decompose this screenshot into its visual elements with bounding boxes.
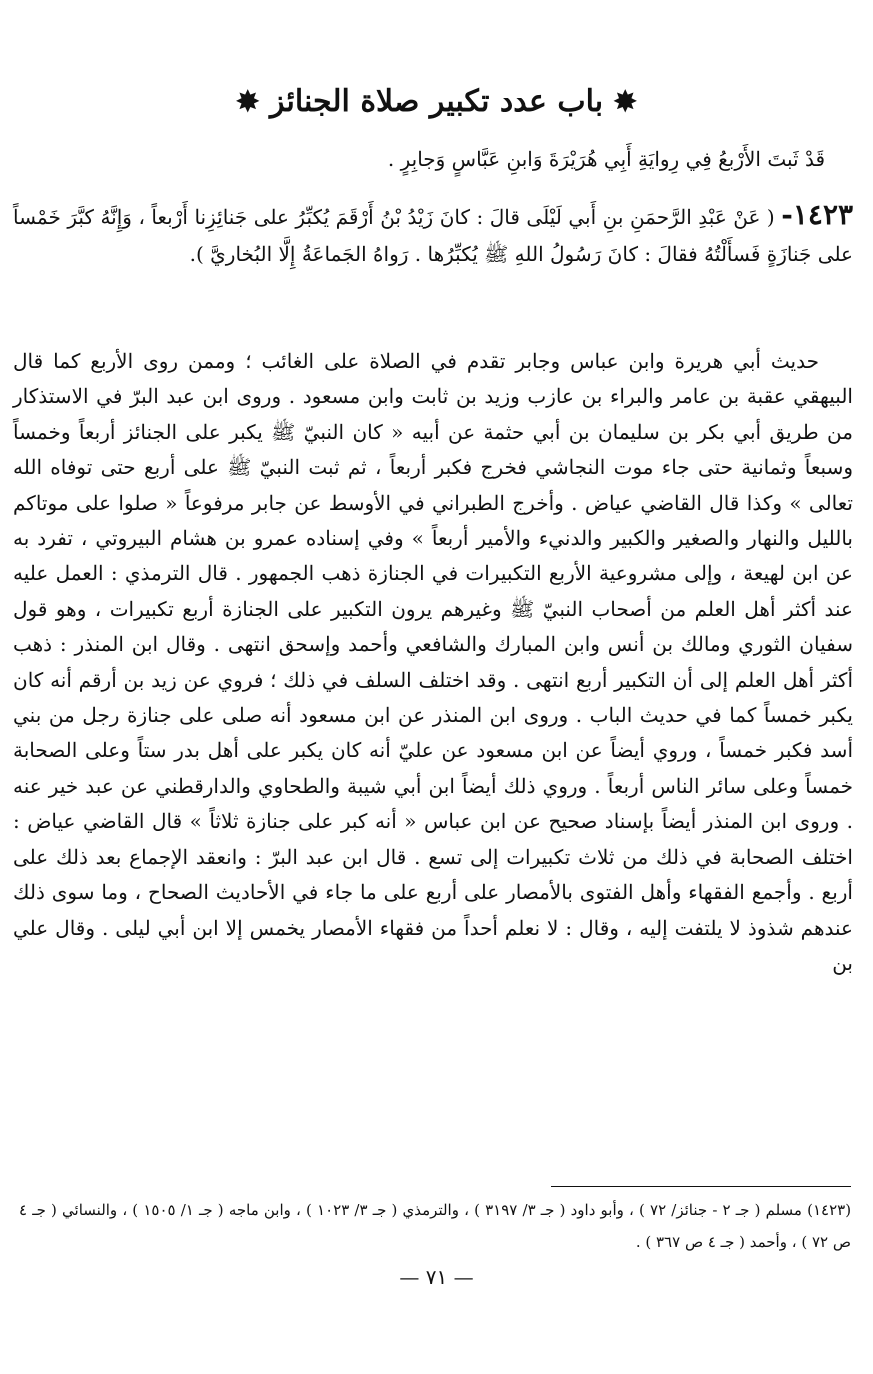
footnote-divider	[551, 1186, 851, 1187]
page-number: — ٧١ —	[399, 1265, 474, 1289]
commentary	[13, 344, 853, 981]
star-ornament-icon: ✸	[613, 85, 637, 118]
footnote-text: (١٤٢٣) مسلم ( جـ ٢ - جنائز/ ٧٢ ) ، وأبو داود ( جـ ٣/ ٣١٩٧ ) ، والترمذي ( جـ ٣/ ١٠٢٣ ) ، وابن ماجه ( جـ ١/ ١٥٠٥ ) ، والنسائي ( جـ ٤ ص ٧٢ ) ، وأحمد ( جـ ٤ ص ٣٦٧ ) .	[19, 1201, 852, 1251]
hadith-number: ١٤٢٣-	[781, 198, 854, 231]
hadith-block	[13, 196, 853, 273]
chapter-title	[0, 82, 873, 122]
hadith-text: ( عَنْ عَبْدِ الرَّحمَنِ بنِ أَبي لَيْلَى قالَ : كانَ زَيْدُ بْنُ أَرْقَمَ يُكبِّرُ على جَنائِزِنا أَرْبعاً ، وَإِنَّهُ كبَّرَ خَمْساً على جَنازَةٍ فَسأَلْتُهُ فقالَ : كانَ رَسُولُ اللهِ ﷺ يُكبِّرُها . رَواهُ الجَماعَةُ إِلَّا البُخاريَّ ).	[13, 205, 853, 266]
page-number-text: ٧١	[425, 1265, 448, 1289]
intro-line: قَدْ ثَبتَ الأَرْبعُ فِي رِوايَةِ أَبِي هُرَيْرَةَ وَابنِ عَبَّاسٍ وَجابِرٍ .	[387, 147, 825, 171]
commentary-paragraph: حديث أبي هريرة وابن عباس وجابر تقدم في الصلاة على الغائب ؛ وممن روى الأربع كما قال البيهقي عقبة بن عامر والبراء بن عازب وزيد بن ثابت وابن مسعود . وروى ابن عبد البرّ في الاستذكار من طريق أبي بكر بن سليمان بن أبي حثمة عن أبيه « كان النبيّ ﷺ يكبر على الجنائز أربعاً وخمساً وسبعاً وثمانية حتى جاء موت النجاشي فخرج فكبر أربعاً ، ثم ثبت النبيّ ﷺ على أربع حتى توفاه الله تعالى » وكذا قال القاضي عياض . وأخرج الطبراني في الأوسط عن جابر مرفوعاً « صلوا على موتاكم بالليل والنهار والصغير والكبير والدنيء والأمير أربعاً » وفي إسناده عمرو بن هشام البيروتي ، تفرد به عن ابن لهيعة ، وإلى مشروعية الأربع التكبيرات في الجنازة ذهب الجمهور . قال الترمذي : العمل عليه عند أكثر أهل العلم من أصحاب النبيّ ﷺ وغيرهم يرون التكبير على الجنازة أربع تكبيرات ، وهو قول سفيان الثوري ومالك بن أنس وابن المبارك والشافعي وأحمد وإسحق انتهى . وقال ابن المنذر : ذهب أكثر أهل العلم إلى أن التكبير أربع انتهى . وقد اختلف السلف في ذلك ؛ فروي عن زيد بن أرقم أنه كان يكبر خمساً كما في حديث الباب . وروى ابن المنذر عن ابن مسعود أنه صلى على جنازة رجل من بني أسد فكبر خمساً ، وروي أيضاً عن ابن مسعود عن عليّ أنه كان يكبر على أهل بدر ستاً وعلى الصحابة خمساً وعلى سائر الناس أربعاً . وروي ذلك أيضاً ابن أبي شيبة والطحاوي والدارقطني عن عبد خير عنه . وروى ابن المنذر أيضاً بإسناد صحيح عن ابن عباس « أنه كبر على جنازة ثلاثاً » قال القاضي عياض : اختلف الصحابة في ذلك من ثلاث تكبيرات إلى تسع . قال ابن عبد البرّ : وانعقد الإجماع بعد ذلك على أربع . وأجمع الفقهاء وأهل الفتوى بالأمصار على أربع على ما جاء في الأحاديث الصحاح ، وما سوى ذلك عندهم شذوذ لا يلتفت إليه ، وقال : لا نعلم أحداً من فقهاء الأمصار يخمس إلا ابن أبي ليلى . وقال علي بن	[13, 349, 853, 975]
star-ornament-icon: ✸	[236, 85, 260, 118]
footnotes	[19, 1194, 851, 1258]
chapter-title-text: باب عدد تكبير صلاة الجنائز	[269, 84, 604, 119]
